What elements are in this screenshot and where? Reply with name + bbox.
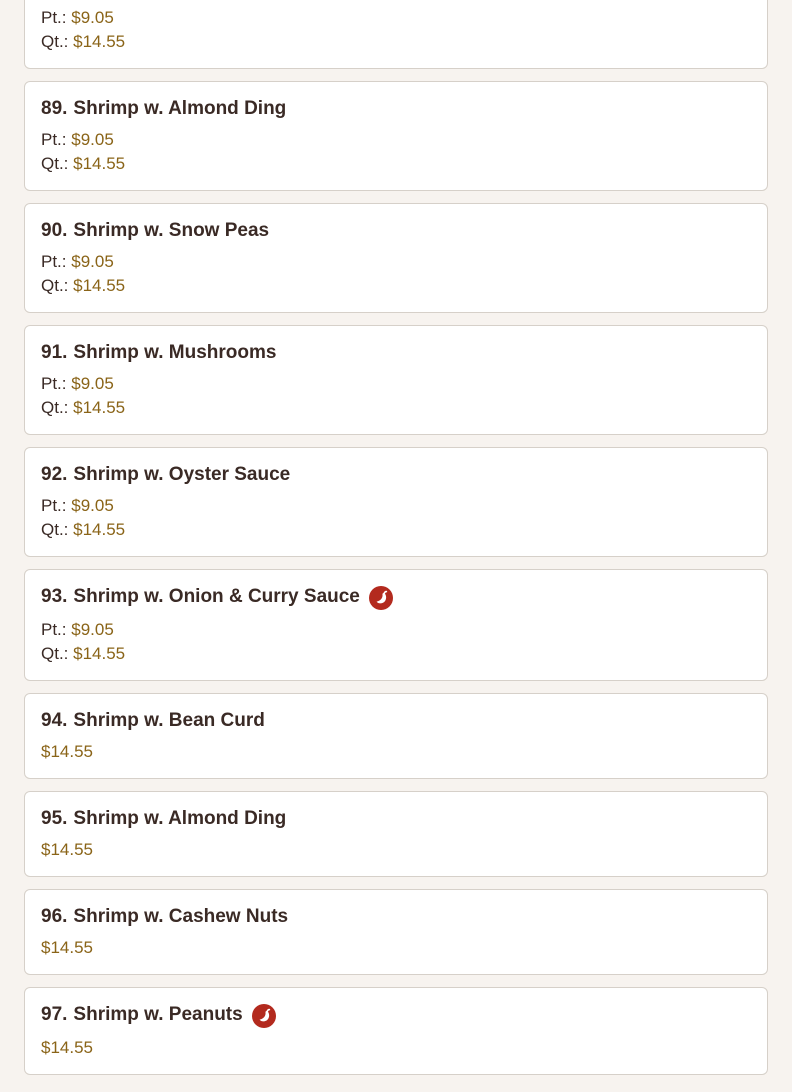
menu-item-prices: [41, 1036, 751, 1060]
price-size-label: Pt.:: [41, 374, 67, 393]
menu-item-name: Shrimp w. Bean Curd: [73, 710, 265, 731]
price-amount: $14.55: [73, 32, 126, 51]
menu-item-prices: [41, 838, 751, 862]
price-size-label: Qt.:: [41, 398, 69, 417]
price-row: [41, 250, 751, 274]
menu-item-name: Shrimp w. Almond Ding: [73, 98, 287, 119]
price-amount: $9.05: [71, 620, 114, 639]
menu-item-number: 93.: [41, 586, 68, 607]
price-row: [41, 642, 751, 666]
price-row: [41, 128, 751, 152]
price-row: [41, 152, 751, 176]
menu-item-title: [41, 904, 751, 930]
menu-item-prices: [41, 372, 751, 420]
menu-item-prices: [41, 618, 751, 666]
chili-pepper-icon: [252, 1004, 276, 1028]
price-amount: $14.55: [41, 1038, 93, 1057]
menu-item-number: 94.: [41, 710, 68, 731]
price-row: [41, 274, 751, 298]
menu-item-name: Shrimp w. Mushrooms: [73, 342, 277, 363]
price-amount: $14.55: [73, 398, 126, 417]
price-row: [41, 618, 751, 642]
menu-item-title: [41, 218, 751, 244]
price-amount: $9.05: [71, 374, 114, 393]
price-size-label: Pt.:: [41, 8, 67, 27]
price-row: [41, 936, 751, 960]
price-size-label: Qt.:: [41, 32, 69, 51]
menu-item-title: [41, 708, 751, 734]
menu-item-card[interactable]: [24, 81, 768, 191]
price-row: [41, 1036, 751, 1060]
menu-item-card[interactable]: [24, 325, 768, 435]
price-row: [41, 740, 751, 764]
price-size-label: Qt.:: [41, 154, 69, 173]
menu-item-title: [41, 584, 751, 610]
price-size-label: Qt.:: [41, 520, 69, 539]
price-row: [41, 838, 751, 862]
menu-item-name: Shrimp w. Peanuts: [73, 1004, 243, 1025]
price-row: [41, 396, 751, 420]
menu-item-prices: [41, 494, 751, 542]
menu-item-number: 91.: [41, 342, 68, 363]
menu-item-prices: [41, 6, 751, 54]
menu-item-title: [41, 1002, 751, 1028]
price-size-label: Pt.:: [41, 252, 67, 271]
menu-item-list: [24, 0, 768, 1087]
menu-item-number: 95.: [41, 808, 68, 829]
menu-item-number: 92.: [41, 464, 68, 485]
menu-item-name: Shrimp w. Almond Ding: [73, 808, 287, 829]
price-row: [41, 372, 751, 396]
price-amount: $9.05: [71, 252, 114, 271]
price-size-label: Qt.:: [41, 644, 69, 663]
price-size-label: Qt.:: [41, 276, 69, 295]
menu-item-title: [41, 462, 751, 488]
menu-item-card[interactable]: [24, 791, 768, 877]
menu-item-name: Shrimp w. Oyster Sauce: [73, 464, 291, 485]
menu-item-number: 96.: [41, 906, 68, 927]
menu-item-card[interactable]: [24, 693, 768, 779]
chili-pepper-icon: [369, 586, 393, 610]
menu-item-prices: [41, 128, 751, 176]
menu-item-title: [41, 806, 751, 832]
price-amount: $14.55: [73, 276, 126, 295]
price-row: [41, 494, 751, 518]
menu-item-prices: [41, 740, 751, 764]
price-amount: $9.05: [71, 130, 114, 149]
menu-item-number: 89.: [41, 98, 68, 119]
menu-item-card[interactable]: [24, 447, 768, 557]
menu-item-card[interactable]: [24, 569, 768, 681]
price-size-label: Pt.:: [41, 620, 67, 639]
menu-item-number: 90.: [41, 220, 68, 241]
price-amount: $14.55: [41, 840, 93, 859]
price-row: [41, 30, 751, 54]
price-amount: $9.05: [71, 8, 114, 27]
price-row: [41, 6, 751, 30]
menu-item-card[interactable]: [24, 203, 768, 313]
menu-item-card[interactable]: [24, 0, 768, 69]
menu-item-card[interactable]: [24, 987, 768, 1075]
price-amount: $14.55: [73, 154, 126, 173]
price-amount: $9.05: [71, 496, 114, 515]
menu-item-prices: [41, 250, 751, 298]
menu-item-title: [41, 96, 751, 122]
menu-item-name: Shrimp w. Snow Peas: [73, 220, 270, 241]
menu-item-number: 97.: [41, 1004, 68, 1025]
menu-item-prices: [41, 936, 751, 960]
menu-item-card[interactable]: [24, 889, 768, 975]
price-amount: $14.55: [41, 938, 93, 957]
price-size-label: Pt.:: [41, 130, 67, 149]
menu-item-name: Shrimp w. Onion & Curry Sauce: [73, 586, 360, 607]
price-amount: $14.55: [73, 644, 126, 663]
menu-item-name: Shrimp w. Cashew Nuts: [73, 906, 289, 927]
price-row: [41, 518, 751, 542]
price-size-label: Pt.:: [41, 496, 67, 515]
price-amount: $14.55: [41, 742, 93, 761]
menu-item-title: [41, 340, 751, 366]
price-amount: $14.55: [73, 520, 126, 539]
